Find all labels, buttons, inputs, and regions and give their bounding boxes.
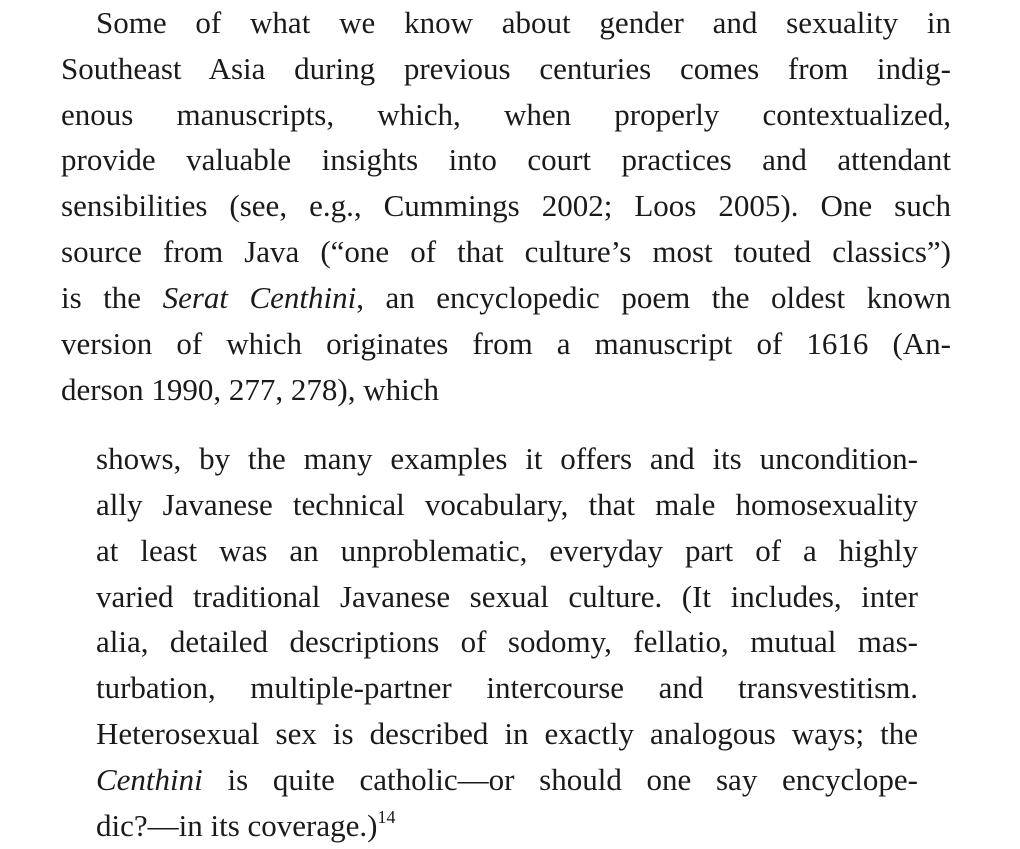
paragraph-line: derson 1990, 277, 278), which <box>61 372 439 407</box>
quote-line <box>96 757 918 803</box>
line-text: is quite catholic—or should one say encyclope- <box>202 762 918 797</box>
quote-line: varied traditional Javanese sexual culture. (It includes, inter <box>96 579 918 614</box>
footnote-marker: 14 <box>377 807 396 827</box>
paragraph-line: sensibilities (see, e.g., Cummings 2002; Loos 2005). One such <box>61 188 951 223</box>
paragraph-line: source from Java (“one of that culture’s most touted classics”) <box>61 234 951 269</box>
quote-line <box>96 803 918 849</box>
line-text: , an encyclopedic poem the oldest known <box>356 280 951 315</box>
quote-line: at least was an unproblematic, everyday part of a highly <box>96 533 918 568</box>
paragraph-line: provide valuable insights into court practices and attendant <box>61 142 951 177</box>
line-text: is the <box>61 280 163 315</box>
paragraph-line: Southeast Asia during previous centuries comes from indig- <box>61 51 951 86</box>
paragraph-line: Some of what we know about gender and sexuality in <box>96 5 951 40</box>
quote-line: alia, detailed descriptions of sodomy, fellatio, mutual mas- <box>96 624 918 659</box>
paragraph-line: enous manuscripts, which, when properly contextualized, <box>61 97 951 132</box>
paragraph-line: version of which originates from a manuscript of 1616 (An- <box>61 326 951 361</box>
quote-line: Heterosexual sex is described in exactly analogous ways; the <box>96 716 918 751</box>
quote-line: ally Javanese technical vocabulary, that male homosexuality <box>96 487 918 522</box>
quote-line: turbation, multiple-partner intercourse and transvestitism. <box>96 670 918 705</box>
line-text: dic?—in its coverage.) <box>96 808 378 843</box>
italic-title: Serat Centhini <box>162 280 357 315</box>
paragraph-line <box>61 275 951 321</box>
italic-title: Centhini <box>96 762 203 797</box>
quote-line: shows, by the many examples it offers and its uncondition- <box>96 441 918 476</box>
